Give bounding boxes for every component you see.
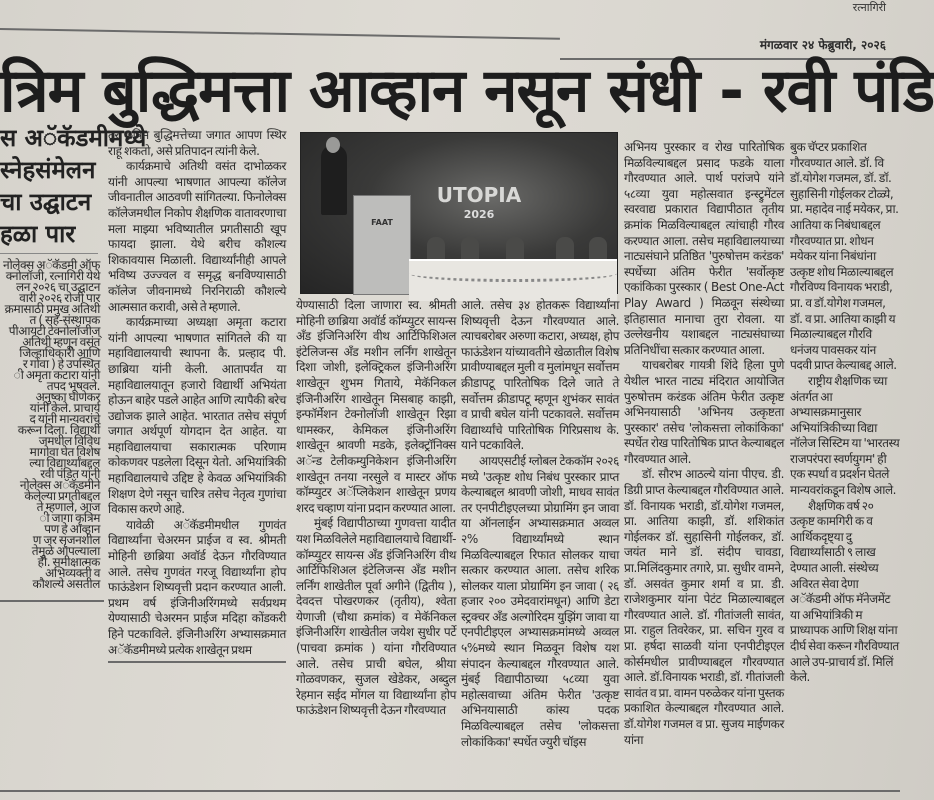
- main-headline: त्रिम बुद्धिमत्ता आव्हान नसून संधी - रवी पंडि: [0, 56, 934, 126]
- article-column-6: [790, 140, 900, 686]
- side-story-line: पीआयटी टेक्नोलॉजीज्: [8, 324, 100, 338]
- paragraph: आले. तसेच ३४ होतकरू विद्यार्थ्यांना शिष्यवृत्ती देऊन गौरवण्यात आले. त्याचबरोबर अरुणा कटारा, अध्यक्ष, होप फाऊंडेशन यांच्यावतीने खेळातील विशेष प्रावीण्याबद्दल मुली व मुलांमधून सर्वोत्तम क्रीडापटू पारितोषिक दिले जाते ते सर्वोत्तम क्रीडापटू म्हणून शुभंकर सावंत व प्राची बघेल यांनी पटकावले. सर्वोत्तम विद्यार्थ्यांचे पारितोषिक गिरिप्रसाथ के. याने पटकाविले.: [461, 298, 619, 453]
- side-story-line: पण हे आव्हान: [44, 522, 100, 536]
- side-story-line: तपद भूषवले.: [46, 379, 100, 393]
- paragraph: यावेळी अॅकॅडमीमधील गुणवंत विद्यार्थ्यांना चेअरमन प्राईज व स्व. श्रीमती मोहिनी छाब्रिया अवॉर्ड देऊन गौरविण्यात आले. तसेच गुणवंत गरजू विद्यार्थ्यांना होप फाऊंडेशन शिष्यवृत्ती प्रदान करण्यात आली. प्रथम वर्ष इंजिनीअरिंगमध्ये सर्वप्रथम येण्यासाठी चेअरमन प्राईज मदिहा कोंडकरी हिने पटकाविले. इंजिनीअरिंग अभ्यासक्रमात अॅकॅडमीमध्ये प्रत्येक शाखेतून प्रथम: [108, 517, 286, 657]
- article-column-2: [108, 128, 286, 663]
- paragraph: तर कृत्रिम बुद्धिमत्तेच्या जगात आपण स्थिर राहू शकतो, असे प्रतिपादन त्यांनी केले.: [108, 128, 286, 158]
- side-story-line: ी अमृता कटारा यांनी: [13, 368, 100, 382]
- masthead-rule: [0, 28, 560, 40]
- side-story-line: करून दिला. विद्यार्थी: [17, 423, 100, 437]
- paragraph: राष्ट्रीय शैक्षणिक च्या अंतर्गत आ अभ्यासक्रमानुसार अभियांत्रिकीच्या विद्या नॉलेज सिस्टिम या 'भारतस्य राजपरंपरा स्वर्णयुगम' ही एक स्पर्धा व प्रदर्शन घेतले मान्यवरांकडून विशेष आले.: [790, 373, 900, 498]
- side-story-line: अभिव्यक्ती व: [45, 566, 100, 580]
- guest-figure: [589, 237, 607, 261]
- speaker-head: [326, 137, 340, 153]
- paragraph: कार्यक्रमाच्या अध्यक्षा अमृता कटारा यांनी आपल्या भाषणात सांगितले की या महाविद्यालयाची स्थापना कै. प्रल्हाद पी. छाब्रिया यांनी केली. आतापर्यंत या महाविद्यालयातून हजारो विद्यार्थी अभियंता होऊन बाहेर पडले आहेत आणि त्यापैकी बरेच उद्योजक झाले आहेत. भारतात तसेच संपूर्ण जगात अर्थपूर्ण योगदान देत आहेत. या महाविद्यालयाचा सकारात्मक परिणाम कोकणवर पडलेला दिसून येतो. अभियांत्रिकी महाविद्यालयाचे उद्दिष्ट हे केवळ अभियांत्रिकी शिक्षण देणे नसून चारित्र तसेच नेतृत्व गुणांचा विकास करणे आहे.: [108, 315, 286, 517]
- section-rule: [0, 600, 104, 602]
- side-story-line: नोलेक्स अॅकॅडमी ऑफ: [2, 258, 100, 272]
- side-story-line: मागोवा घेत विशेष: [29, 445, 100, 459]
- side-story-line: ी जागा कृत्रिम: [39, 511, 100, 525]
- flower-garland: [409, 265, 617, 282]
- banner-year: 2026: [463, 208, 495, 221]
- side-headline-line: स अॅकॅडमीमध्ये: [0, 124, 147, 152]
- guest-figure: [506, 237, 524, 261]
- side-story-line: द यांनी मान्यवरांचे: [29, 412, 100, 426]
- paragraph: याचबरोबर गायत्री शिंदे हिला पुणे येथील भारत नाट्य मंदिरात आयोजित पुरुषोत्तम करंडक अंतिम फेरीत उत्कृष्ट अभिनयासाठी 'अभिनय उत्कृष्टता पुरस्कार' तसेच 'लोकसत्ता लोकांकिका' स्पर्धेत रोख पारितोषिक प्राप्त केल्याबद्दल गौरवण्यात आले.: [624, 358, 784, 466]
- side-story-line: र गोवा ) हे उपस्थित: [22, 357, 100, 371]
- side-story-line: नोलेक्स अॅकॅडमीने: [19, 478, 100, 492]
- paragraph: डॉ. सौरभ आठल्ये यांना पीएच. डी. डिग्री प्राप्त केल्याबद्दल गौरविण्यात आले. डॉ. विनायक भराडी, डॉ.योगेश गजमल, प्रा. आतिया काझी, डॉ. शशिकांत गोईलकर डॉ. सुहासिनी गोईलकर, डॉ. जयंत माने डॉ. संदीप चावडा, प्रा.मिलिंदकुमार तगारे, प्रा. सुधीर वामने, डॉ. असवंत कुमार शर्मा व प्रा. डी. राजेशकुमार यांना पेटंट मिळाल्याबद्दल गौरवण्यात आले. डॉ. गीतांजली सावंत, प्रा. राहुल तिवरेकर, प्रा. सचिन गुरव व प्रा. हर्षदा साळवी यांना एनपीटीइएल कोर्समधील प्रावीण्याबद्दल गौरवण्यात आले. डॉ.विनायक भराडी, डॉ. गीतांजली सावंत व प्रा. वामन परुळेकर यांना पुस्तक प्रकाशित केल्याबद्दल गौरवण्यात आले. डॉ.योगेश गजमल व प्रा. सुजय माईणकर यांना: [624, 467, 784, 747]
- paragraph: शैक्षणिक वर्ष २० उत्कृष्ट कामगिरी क व आर्थिकदृष्ट्या दु विद्यार्थ्यांसाठी ९ लाख देण्यात आली. संस्थेच्य अविरत सेवा देणा अॅकॅडमी ऑफ मॅनेजमेंट या अभियांत्रिकी म प्राध्यापक आणि शिक्ष यांना दीर्घ सेवा करून गौरविण्यात आले उप-प्राचार्य डॉ. मिलिं केले.: [790, 498, 899, 685]
- side-story-line: ही. समीक्षात्मक: [37, 555, 100, 569]
- issue-date: मंगळवार २४ फेब्रुवारी, २०२६: [759, 38, 886, 52]
- guest-figure: [556, 237, 574, 261]
- banner-title: UTOPIA: [436, 183, 522, 207]
- side-story-line: लन २०२६ चा उद्घाटन: [15, 280, 100, 294]
- paragraph: मुंबई विद्यापीठाच्या गुणवत्ता यादीत यश मिळविलेले महाविद्यालयाचे विद्यार्थी- कॉम्प्युटर सायन्स अँड इंजिनिअरिंग वीथ आर्टिफिशिअल इंटेलिजन्स अँड मशीन लर्निंग शाखेतील पूर्वा अगीने (द्वितीय ), देवदत्त पोखरणकर (तृतीय), श्वेता येणाजी (चौथा क्रमांक) व मेकॅनिकल इंजिनीअरिंग शाखेतील जयेश सुधीर पर्टे (पाचवा क्रमांक ) यांना गौरविण्यात आले. तसेच प्राची बघेल, श्रीया गोळवणकर, सुजल खेडेकर, अब्दुल रेहमान सईद मोंगल या विद्यार्थ्यांना होप फाऊंडेशन शिष्यवृत्ती देऊन गौरवण्यात: [296, 516, 456, 718]
- event-photo: [300, 132, 618, 294]
- podium: [353, 195, 411, 295]
- side-story-line: क्रमासाठी प्रमुख अतिथी: [4, 302, 100, 316]
- event-banner: [429, 185, 529, 225]
- paragraph: अभिनय पुरस्कार व रोख पारितोषिक मिळविल्याबद्दल प्रसाद फडके याला गौरवण्यात आले. पार्थ परांजपे यांने ५८व्या युवा महोत्सवात इन्स्ट्रुमेंटल स्वरवाद्य प्रकारात विद्यापीठात तृतीय क्रमांक मिळविल्याबद्दल त्यांचाही गौरव करण्यात आला. तसेच महाविद्यालयाच्या नाट्यसंघाने प्रतिष्ठित 'पुरुषोत्तम करंडक' स्पर्धेच्या अंतिम फेरीत 'सर्वोत्कृष्ट एकांकिका पुरस्कार ( Best One-Act Play Award ) मिळवून संस्थेच्या इतिहासात मानाचा तुरा रोवला. या उल्लेखनीय यशाबद्दल नाट्यसंघाच्या प्रतिनिधींचा सत्कार करण्यात आला.: [624, 140, 784, 357]
- side-story-rule: [0, 253, 98, 254]
- side-story-line: यांनी केले. प्राचार्य: [29, 401, 100, 415]
- side-story-line: रवी पंडित यांनी: [40, 467, 100, 481]
- side-story-line: जमधील विविध: [38, 434, 100, 448]
- masthead-city: रत्नागिरी: [852, 1, 886, 14]
- side-story-line: क्नोलॉजी, रत्नागिरी येथे: [5, 269, 100, 283]
- side-story-line: अतिथी म्हणून वसंत: [22, 335, 100, 349]
- side-story-headline: [0, 122, 147, 250]
- side-story-line: केलेल्या प्रगतीबद्दल: [24, 489, 100, 503]
- guest-figure: [461, 237, 479, 261]
- side-story-line: अनुष्का घाणेकर: [35, 390, 100, 404]
- side-story-line: त ( सह-संस्थापक: [29, 313, 100, 327]
- side-headline-line: चा उद्घाटन: [0, 188, 92, 216]
- article-column-3: [296, 298, 456, 719]
- side-story-line: जिल्हाधिकारी आणि: [19, 346, 100, 360]
- guest-figure: [427, 237, 445, 261]
- article-column-5: [624, 140, 784, 748]
- paragraph: आयएसटीई ग्लोबल टेककॉम २०२६ मध्ये 'उत्कृष्ट शोध निबंध पुरस्कार प्राप्त केल्याबद्दल श्रावणी जोशी, माधव सावंत तर एनपीटीइएलच्या प्रोग्रामिंग इन जावा या ऑनलाईन अभ्यासक्रमात अव्वल २% विद्यार्थ्यांमध्ये स्थान मिळविल्याबद्दल रिफात सोलकर याचा सत्कार करण्यात आला. तसेच शरिक सोलकर याला प्रोग्रामिंग इन जावा ( २६ हजार २०० उमेदवारांमधून) आणि डेटा स्ट्रक्चर अँड अल्गोरिदम युझिंग जावा या एनपीटीइएल अभ्यासक्रमांमध्ये अव्वल ५%मध्ये स्थान मिळवून विशेष यश संपादन केल्याबद्दल गौरवण्यात आले. मुंबई विद्यापीठाच्या ५८व्या युवा महोत्सवाच्या अंतिम फेरीत 'उत्कृष्ट अभिनयासाठी कांस्य पदक मिळविल्याबद्दल तसेच 'लोकसत्ता लोकांकिका' स्पर्धेत ज्युरी चॉइस: [461, 453, 619, 749]
- paragraph: बुक चॅप्टर प्रकाशित गौरवण्यात आले. डॉ. वि डॉ.योगेश गजमल, डॉ. डॉ. सुहासिनी गोईलकर टोळ्ये, प्रा. महादेव नाई मयेकर, प्रा. आतिया क निबंधाबद्दल गौरवण्यात प्रा. शोधन मयेकर यांना निबंधांना उत्कृष्ट शोध मिळाल्याबद्दल गौरविण्य विनायक भराडी, प्रा. व डॉ.योगेश गजमल, डॉ. व प्रा. आतिया काझी य मिळाल्याबद्दल गौरवि धनंजय पावसकर यांन पदवी प्राप्त केल्याबद्द आले.: [790, 140, 899, 373]
- side-headline-line: हळा पार: [0, 220, 76, 248]
- side-story-line: ते म्हणाले, आज: [36, 500, 100, 514]
- side-story-line: ल्या विद्यार्थ्यांबद्दल: [29, 456, 100, 470]
- side-story-line: ण जर सृजनशील: [32, 533, 100, 547]
- side-story-line: तेमुळे आपल्याला: [31, 544, 100, 558]
- article-column-4: [461, 298, 619, 750]
- podium-label: FAAT: [371, 218, 393, 227]
- side-story-column: [0, 260, 100, 596]
- paragraph: येण्यासाठी दिला जाणारा स्व. श्रीमती मोहिनी छाब्रिया अवॉर्ड कॉम्प्युटर सायन्स अँड इंजिनिअरिंग वीथ आर्टिफिशिअल इंटेलिजन्स अँड मशीन लर्निंग शाखेतून दिशा जोशी, इलेक्ट्रिकल इंजिनीअरिंग शाखेतून शुभम गिताये, मेकॅनिकल इंजिनीअरिंग शाखेतून मिसबाह काझी, इन्फॉर्मेशन टेक्नोलॉजी शाखेतून रिझा धामस्कर, केमिकल इंजिनीअरिंग शाखेतून श्रावणी मडके, इलेक्ट्रॉनिक्स अॅन्ड टेलीकम्युनिकेशन इंजिनीअरिंग शाखेतून तनया नरसुले व मास्टर ऑफ कॉम्प्युटर अॅप्लिकेशन शाखेतून प्रणय शरद चव्हाण यांना प्रदान करण्यात आला.: [296, 298, 456, 515]
- bottom-rule: [0, 790, 900, 792]
- speaker-figure: [321, 145, 347, 215]
- side-headline-line: स्नेहसंमेलन: [0, 156, 96, 184]
- side-story-line: कौशल्ये असतील: [32, 577, 100, 591]
- paragraph: कार्यक्रमाचे अतिथी वसंत दाभोळकर यांनी आपल्या भाषणात आपल्या कॉलेज जीवनातील आठवणी सांगितल्या. फिनोलेक्स कॉलेजमधील निकोप शैक्षणिक वातावरणाचा मला माझ्या भविष्यातील प्रगतीसाठी खूप फायदा झाला. येथे बरीच कौशल्य शिकावयास मिळाली. विद्यार्थ्यांनीही आपले भविष्य उज्ज्वल व समृद्ध बनविण्यासाठी कॉलेज जीवनामध्ये निरनिराळी कौशल्ये आत्मसात करावी, असे ते म्हणाले.: [108, 159, 286, 314]
- side-story-line: वारी २०२६ रोजी पार: [19, 291, 100, 305]
